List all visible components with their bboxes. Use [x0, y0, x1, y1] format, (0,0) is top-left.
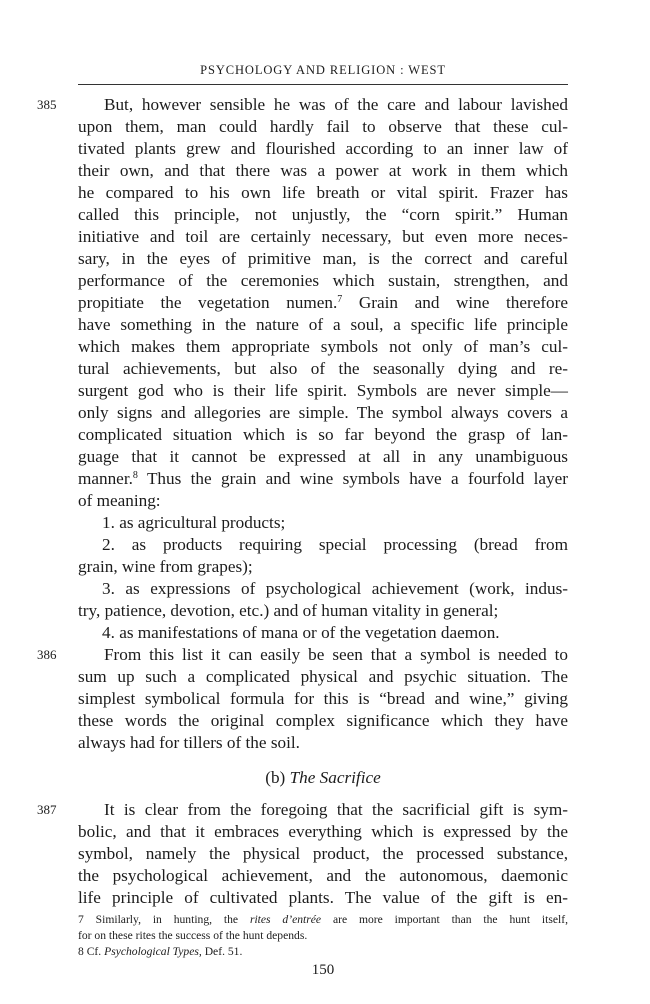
text-segment: Grain and wine therefore [358, 293, 569, 312]
text-line: From this list it can easily be seen that a symbol is needed to [104, 645, 568, 664]
text-line: their own, and that there was a power at work in them which [78, 161, 568, 180]
text-segment: manner. [78, 469, 133, 488]
footnote-7-continued: for on these rites the success of the hunt depends. [78, 929, 308, 942]
text-line: surgent god who is their life spirit. Symbols are never simple— [78, 381, 568, 400]
text-line: of meaning: [78, 491, 161, 510]
list-item: 3. as expressions of psychological achievement (work, indus- [102, 579, 568, 598]
text-line: sary, in the eyes of primitive man, is the correct and careful [78, 249, 568, 268]
list-item: 1. as agricultural products; [102, 513, 286, 532]
text-line: upon them, man could hardly fail to observe that these cul- [78, 117, 568, 136]
list-item: 2. as products requiring special processing (bread from [102, 535, 568, 554]
text-segment: propitiate the vegetation numen. [78, 293, 338, 312]
text-line: complicated situation which is so far beyond the grasp of lan- [78, 425, 568, 444]
footnote-text: Cf. [86, 945, 102, 958]
list-item-continuation: try, patience, devotion, etc.) and of human vitality in general; [78, 601, 499, 620]
text-line: sum up such a complicated physical and psychic situation. The [78, 667, 568, 686]
section-title: The Sacrifice [289, 768, 381, 787]
footnote-text: Def. 51. [204, 945, 243, 958]
text-line: initiative and toil are certainly necessary, but even more neces- [78, 227, 568, 246]
section-heading [78, 767, 568, 789]
text-line: life principle of cultivated plants. The value of the gift is en- [78, 888, 568, 907]
text-line: simplest symbolical formula for this is “bread and wine,” giving [78, 689, 568, 708]
text-line [78, 468, 568, 490]
list-item: 4. as manifestations of mana or of the vegetation daemon. [102, 623, 500, 642]
footnote-7 [78, 912, 568, 928]
text-line: bolic, and that it embraces everything which is expressed by the [78, 822, 568, 841]
text-line: It is clear from the foregoing that the sacrificial gift is sym- [104, 800, 568, 819]
text-line: only signs and allegories are simple. The symbol always covers a [78, 403, 568, 422]
text-line: these words the original complex significance which they have [78, 711, 568, 730]
footnote-italic: rites d’entrée [249, 913, 322, 926]
text-line: symbol, namely the physical product, the processed substance, [78, 844, 568, 863]
footnote-8 [78, 944, 568, 960]
text-line: which makes them appropriate symbols not only of man’s cul- [78, 337, 568, 356]
text-line [78, 292, 568, 314]
paragraph-number: 385 [37, 97, 57, 112]
footnote-ref-8: 8 [132, 470, 138, 481]
paragraph-number: 387 [37, 802, 57, 817]
footnote-number: 8 [78, 945, 84, 958]
running-head: PSYCHOLOGY AND RELIGION : WEST [200, 63, 446, 77]
paragraph-number: 386 [37, 647, 57, 662]
text-line: the psychological achievement, and the autonomous, daemonic [78, 866, 568, 885]
text-line: called this principle, not unjustly, the “corn spirit.” Human [78, 205, 568, 224]
text-line: guage that it cannot be expressed at all in any unambiguous [78, 447, 568, 466]
footnote-text: are more important than the hunt itself, [332, 913, 568, 926]
text-line: tural achievements, but also of the seasonally dying and re- [78, 359, 568, 378]
text-line: always had for tillers of the soil. [78, 733, 300, 752]
page-number: 150 [311, 962, 335, 978]
footnote-number: 7 [78, 913, 84, 926]
text-line: he compared to his own life breath or vital spirit. Frazer has [78, 183, 568, 202]
list-item-continuation: grain, wine from grapes); [78, 557, 253, 576]
text-line: tivated plants grew and flourished according to an inner law of [78, 139, 568, 158]
footnote-text: Similarly, in hunting, the [95, 913, 239, 926]
text-line: But, however sensible he was of the care and labour lavished [104, 95, 568, 114]
footnote-italic: Psychological Types, [104, 945, 202, 958]
header-rule [78, 84, 568, 85]
text-line: have something in the nature of a soul, a specific life principle [78, 315, 568, 334]
text-line: performance of the ceremonies which sustain, strengthen, and [78, 271, 568, 290]
section-label: (b) [265, 768, 286, 787]
text-segment: Thus the grain and wine symbols have a fourfold layer [146, 469, 568, 488]
footnote-ref-7: 7 [337, 294, 343, 305]
